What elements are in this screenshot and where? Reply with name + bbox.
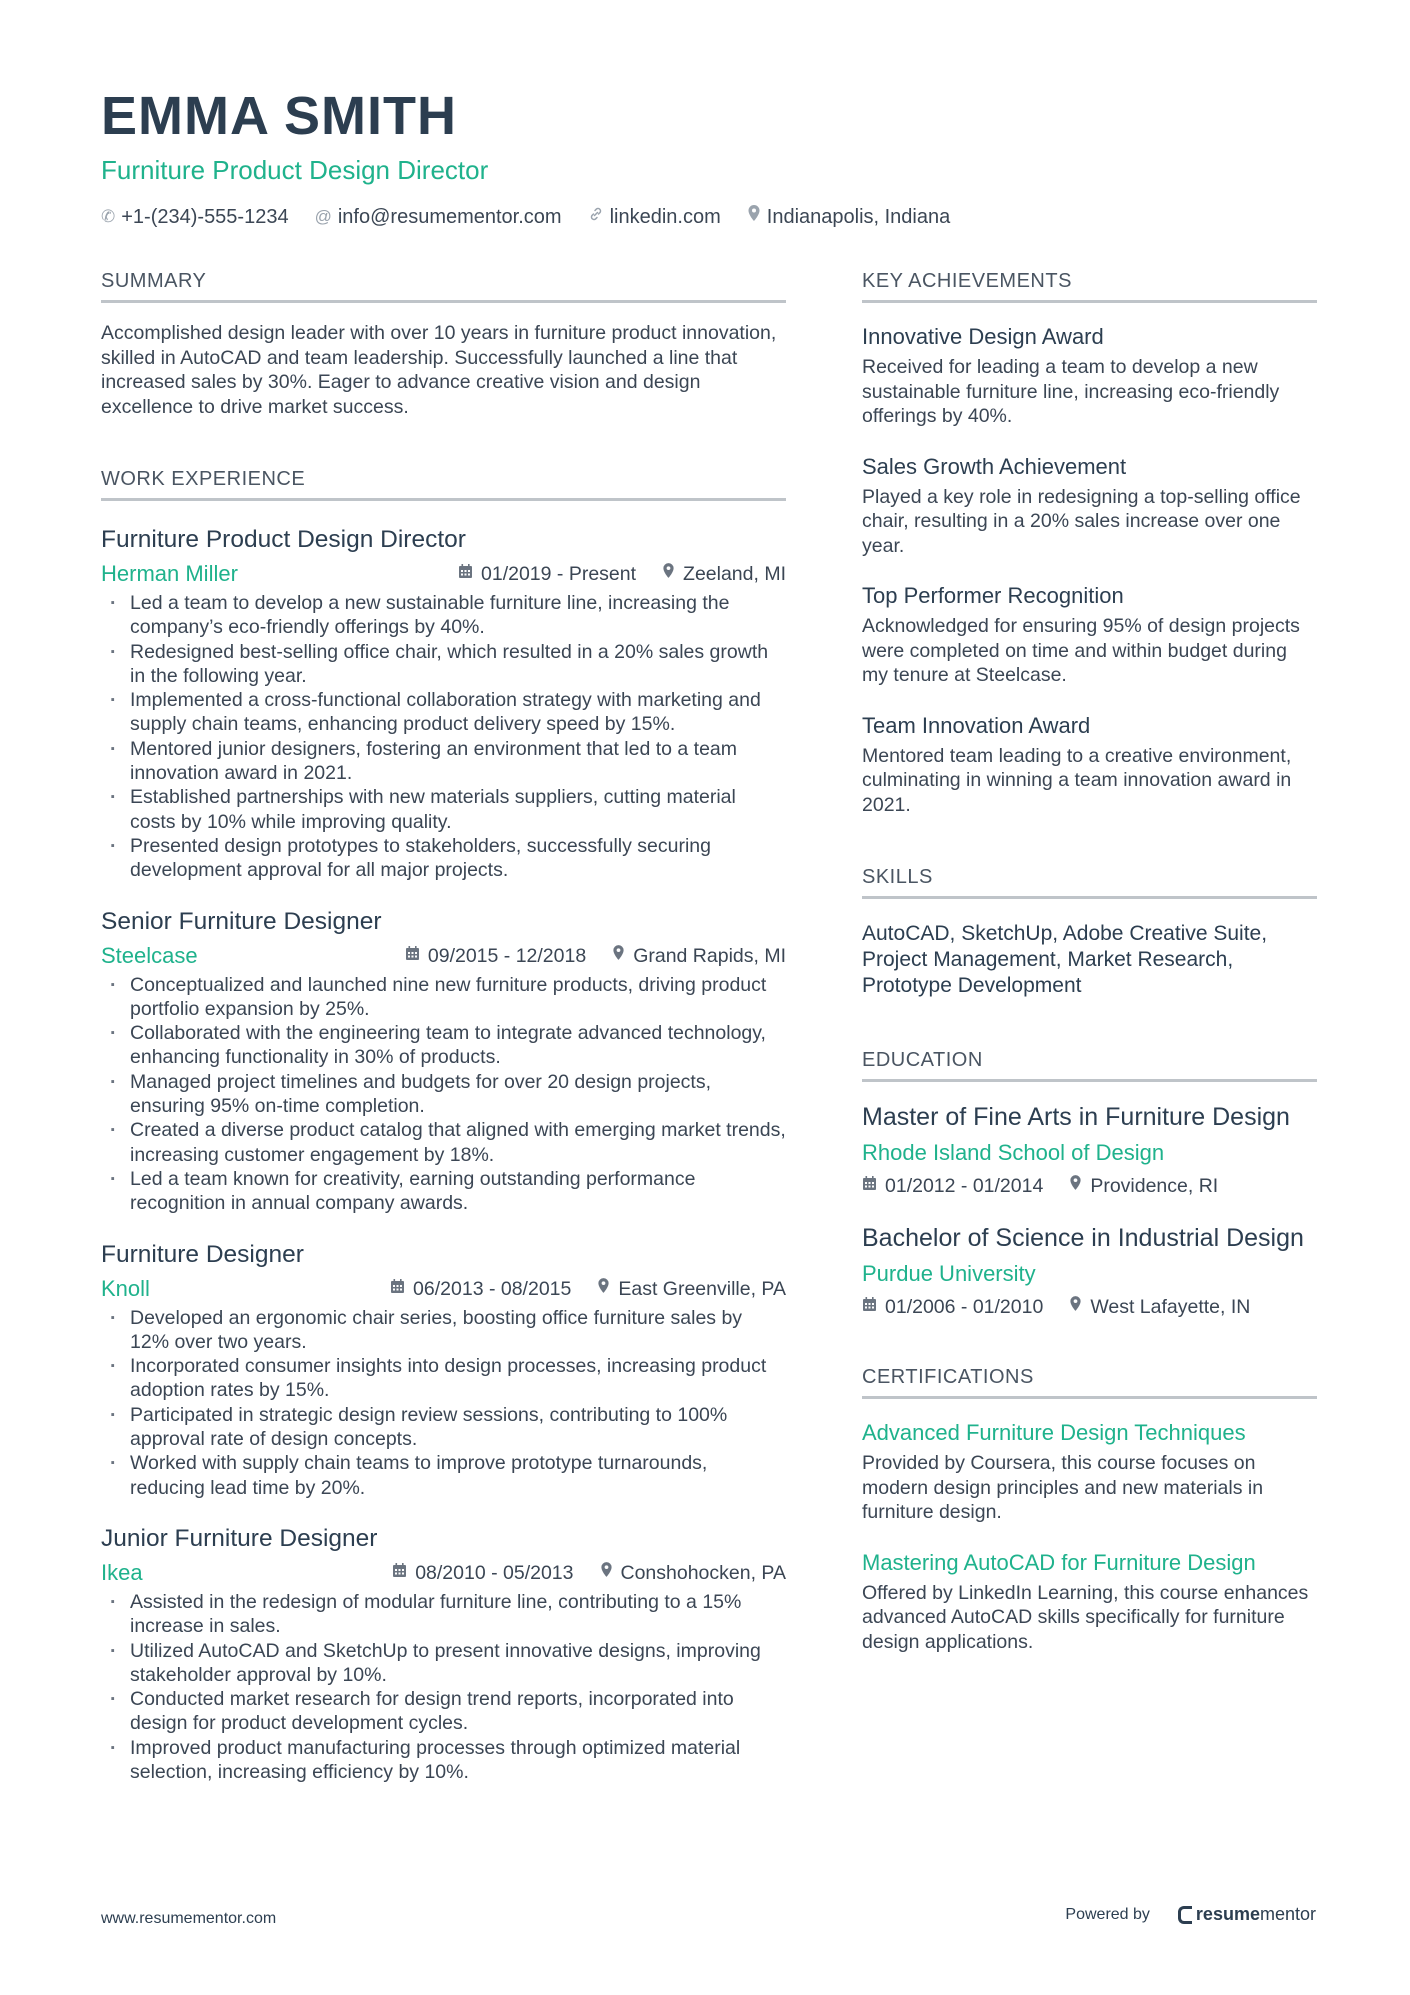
job-entry <box>101 525 786 883</box>
job-dates-text: 06/2013 - 08/2015 <box>413 1277 572 1300</box>
location-pin-icon <box>600 1560 613 1586</box>
location-pin-icon <box>1069 1294 1082 1320</box>
contact-email[interactable] <box>315 204 562 230</box>
education-location <box>1069 1294 1250 1320</box>
achievement-title: Top Performer Recognition <box>862 583 1124 608</box>
candidate-name: EMMA SMITH <box>101 86 457 146</box>
job-title: Furniture Designer <box>101 1240 304 1268</box>
brand-name-light: mentor <box>1259 1904 1316 1924</box>
job-bullets <box>101 591 786 883</box>
job-location <box>600 1560 787 1586</box>
certification-desc: Offered by LinkedIn Learning, this course enhances advanced AutoCAD skills specifically for furniture design applications. <box>862 1581 1309 1653</box>
job-entry <box>101 907 786 1216</box>
job-bullets <box>101 1306 786 1500</box>
job-company: Herman Miller <box>101 561 238 586</box>
education-location <box>1069 1173 1218 1199</box>
job-bullet: · Collaborated with the engineering team to integrate advanced technology, enhancing functionality in 30% of products. <box>101 1021 786 1070</box>
achievement-desc: Mentored team leading to a creative environment, culminating in winning a team innovation award in 2021. <box>862 744 1292 816</box>
brand-logo[interactable] <box>1178 1904 1316 1925</box>
education-school: Purdue University <box>862 1261 1036 1286</box>
job-bullet: · Led a team known for creativity, earning outstanding performance recognition in annual company awards. <box>101 1167 786 1216</box>
education-degree: Master of Fine Arts in Furniture Design <box>862 1103 1290 1131</box>
location-pin-icon <box>1069 1173 1082 1199</box>
job-meta-right <box>392 1560 786 1586</box>
job-bullet: · Worked with supply chain teams to improve prototype turnarounds, reducing lead time by 20%. <box>101 1451 786 1500</box>
job-dates-text: 08/2010 - 05/2013 <box>415 1561 574 1584</box>
certifications-heading: CERTIFICATIONS <box>862 1364 1317 1399</box>
achievement-title: Sales Growth Achievement <box>862 453 1127 479</box>
job-meta-right <box>390 1276 786 1302</box>
job-bullet: · Redesigned best-selling office chair, which resulted in a 20% sales growth in the following year. <box>101 640 786 689</box>
job-dates <box>458 561 636 587</box>
location-pin-icon <box>747 204 761 230</box>
job-bullet: · Implemented a cross-functional collaboration strategy with marketing and supply chain teams, enhancing product delivery speed by 15%. <box>101 688 786 737</box>
job-location <box>612 943 786 969</box>
contact-email-text: info@resumementor.com <box>337 206 562 228</box>
education-dates-text: 01/2006 - 01/2010 <box>885 1296 1044 1318</box>
job-bullet: · Managed project timelines and budgets for over 20 design projects, ensuring 95% on-time completion. <box>101 1070 786 1119</box>
phone-icon: ✆ <box>101 207 116 226</box>
achievements-heading: KEY ACHIEVEMENTS <box>862 268 1317 303</box>
education-item <box>862 1223 1317 1320</box>
job-location <box>597 1276 786 1302</box>
achievement-desc: Received for leading a team to develop a new sustainable furniture line, increasing eco-friendly offerings by 40%. <box>862 356 1280 427</box>
certification-item <box>862 1419 1317 1525</box>
certification-title: Mastering AutoCAD for Furniture Design <box>862 1549 1256 1575</box>
contact-phone-text: +1-(234)-555-1234 <box>121 206 289 228</box>
location-pin-icon <box>597 1276 610 1302</box>
education-meta <box>862 1173 1317 1199</box>
achievement-item <box>862 453 1317 559</box>
job-dates-text: 09/2015 - 12/2018 <box>427 944 587 967</box>
education-dates <box>862 1173 1043 1199</box>
job-entry <box>101 1524 786 1784</box>
summary-heading: SUMMARY <box>101 268 786 303</box>
job-bullet: · Conceptualized and launched nine new furniture products, driving product portfolio expansion by 25%. <box>101 973 786 1022</box>
job-title: Furniture Product Design Director <box>101 526 466 553</box>
calendar-icon <box>405 943 420 969</box>
job-location <box>662 561 786 587</box>
job-dates <box>405 943 586 969</box>
education-dates-text: 01/2012 - 01/2014 <box>885 1175 1044 1197</box>
experience-heading: WORK EXPERIENCE <box>101 466 786 501</box>
job-location-text: East Greenville, PA <box>618 1277 786 1300</box>
job-bullets <box>101 1590 786 1784</box>
job-location-text: Zeeland, MI <box>683 563 786 585</box>
job-dates <box>392 1560 573 1586</box>
certification-item <box>862 1549 1317 1655</box>
brand-name-bold: resume <box>1195 1904 1260 1924</box>
job-dates <box>390 1276 571 1302</box>
job-bullet: · Assisted in the redesign of modular furniture line, contributing to a 15% increase in sales. <box>101 1590 786 1639</box>
candidate-title: Furniture Product Design Director <box>101 155 489 185</box>
right-column <box>862 268 1317 1654</box>
education-location-text: Providence, RI <box>1090 1175 1219 1197</box>
education-item <box>862 1102 1317 1199</box>
job-bullet: · Established partnerships with new materials suppliers, cutting material costs by 10% while improving quality. <box>101 785 786 834</box>
job-meta <box>101 1560 786 1586</box>
skills-heading: SKILLS <box>862 864 1317 899</box>
certification-desc: Provided by Coursera, this course focuses on modern design principles and new materials in furniture design. <box>862 1452 1264 1523</box>
skills-list: AutoCAD, SketchUp, Adobe Creative Suite, Project Management, Market Research, Prototype Development <box>862 922 1268 997</box>
contact-linkedin[interactable] <box>588 204 721 230</box>
education-location-text: West Lafayette, IN <box>1090 1296 1251 1318</box>
job-bullet: · Led a team to develop a new sustainable furniture line, increasing the company’s eco-friendly offerings by 40%. <box>101 591 786 640</box>
contact-phone <box>101 204 289 230</box>
achievement-item <box>862 323 1317 429</box>
job-bullet: · Utilized AutoCAD and SketchUp to present innovative designs, improving stakeholder approval by 10%. <box>101 1639 786 1688</box>
job-bullet: · Developed an ergonomic chair series, boosting office furniture sales by 12% over two years. <box>101 1306 786 1355</box>
job-bullet: · Improved product manufacturing processes through optimized material selection, increasing efficiency by 10%. <box>101 1736 786 1785</box>
achievement-title: Team Innovation Award <box>862 712 1091 738</box>
job-bullet: · Incorporated consumer insights into design processes, increasing product adoption rates by 15%. <box>101 1354 786 1403</box>
job-meta-right <box>458 561 786 587</box>
job-location-text: Conshohocken, PA <box>620 1561 786 1584</box>
job-dates-text: 01/2019 - Present <box>481 563 637 585</box>
summary-text: Accomplished design leader with over 10 years in furniture product innovation, skilled in AutoCAD and team leadership. Successfully launched a line that increased sales by 30%. Eager to advance creative vision and design excellence to drive market success. <box>101 322 777 418</box>
job-company: Ikea <box>101 1559 143 1585</box>
job-title: Senior Furniture Designer <box>101 907 382 935</box>
calendar-icon <box>392 1560 407 1586</box>
education-heading: EDUCATION <box>862 1047 1317 1082</box>
link-icon <box>588 204 604 230</box>
job-company: Steelcase <box>101 942 198 968</box>
achievement-item <box>862 582 1317 688</box>
job-meta-right <box>405 943 786 969</box>
brand-mark-icon <box>1178 1906 1192 1924</box>
job-meta <box>101 1276 786 1302</box>
job-bullet: · Presented design prototypes to stakeholders, successfully securing development approval for all major projects. <box>101 834 786 883</box>
calendar-icon <box>458 561 473 587</box>
calendar-icon <box>862 1294 877 1320</box>
job-title: Junior Furniture Designer <box>101 1524 378 1552</box>
resume-header <box>101 84 1321 230</box>
contact-row <box>101 204 1321 230</box>
footer-branding <box>1065 1904 1316 1925</box>
job-company: Knoll <box>101 1275 150 1301</box>
job-bullet: · Conducted market research for design trend reports, incorporated into design for product development cycles. <box>101 1687 786 1736</box>
achievement-desc: Played a key role in redesigning a top-selling office chair, resulting in a 20% sales increase over one year. <box>862 485 1301 557</box>
location-pin-icon <box>612 943 625 969</box>
contact-location-text: Indianapolis, Indiana <box>766 206 951 228</box>
calendar-icon <box>390 1276 405 1302</box>
education-degree: Bachelor of Science in Industrial Design <box>862 1224 1304 1252</box>
achievement-item <box>862 712 1317 818</box>
education-dates <box>862 1294 1043 1320</box>
job-meta <box>101 943 786 969</box>
education-meta <box>862 1294 1317 1320</box>
job-entry <box>101 1240 786 1500</box>
achievement-title: Innovative Design Award <box>862 324 1104 349</box>
job-bullet: · Participated in strategic design review sessions, contributing to 100% approval rate of design concepts. <box>101 1403 786 1452</box>
left-column <box>101 268 786 1784</box>
contact-location <box>747 204 950 230</box>
job-meta <box>101 561 786 587</box>
calendar-icon <box>862 1173 877 1199</box>
contact-linkedin-text: linkedin.com <box>609 206 721 228</box>
education-school: Rhode Island School of Design <box>862 1140 1165 1165</box>
location-pin-icon <box>662 561 675 587</box>
achievement-desc: Acknowledged for ensuring 95% of design projects were completed on time and within budget during my tenure at Steelcase. <box>862 615 1300 686</box>
job-bullet: · Created a diverse product catalog that aligned with emerging market trends, increasing customer engagement by 18%. <box>101 1118 786 1167</box>
certification-title: Advanced Furniture Design Techniques <box>862 1420 1246 1445</box>
at-icon: @ <box>314 207 332 226</box>
footer-website[interactable]: www.resumementor.com <box>101 1910 277 1927</box>
job-location-text: Grand Rapids, MI <box>633 944 786 967</box>
powered-by-label: Powered by <box>1065 1905 1150 1923</box>
job-bullet: · Mentored junior designers, fostering an environment that led to a team innovation award in 2021. <box>101 737 786 786</box>
job-bullets <box>101 973 786 1216</box>
